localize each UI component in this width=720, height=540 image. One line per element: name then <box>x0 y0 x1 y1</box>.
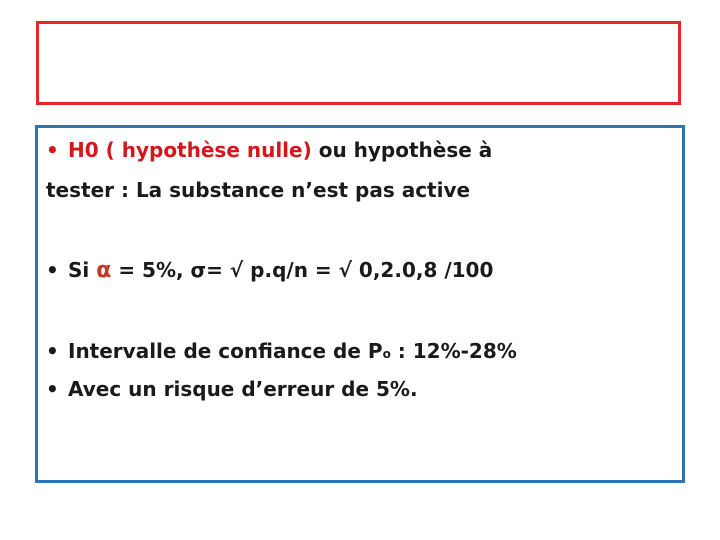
interval-rest: : 12%-28% <box>390 339 517 363</box>
bullet-marker: • <box>46 138 59 162</box>
bullet-line-interval <box>46 339 517 366</box>
interval-subscript: o <box>382 347 391 361</box>
bullet-marker: • <box>46 377 59 401</box>
bullet-line-risk <box>46 377 418 401</box>
risk-text: Avec un risque d’erreur de 5%. <box>68 377 418 401</box>
sigma-formula: = 5%, σ= √ p.q/n = √ 0,2.0,8 /100 <box>111 258 494 282</box>
h0-label: H0 ( hypothèse nulle) <box>68 138 312 162</box>
h0-continuation: tester : La substance n’est pas active <box>46 178 471 202</box>
title-placeholder-box <box>36 21 681 105</box>
bullet-marker: • <box>46 258 59 282</box>
alpha-prefix: Si <box>68 258 97 282</box>
bullet-line-alpha <box>46 258 493 283</box>
bullet-marker: • <box>46 339 59 363</box>
content-box <box>35 125 685 483</box>
bullet-line-h0 <box>46 138 492 162</box>
h0-rest: ou hypothèse à <box>311 138 493 162</box>
alpha-symbol: α <box>96 258 112 283</box>
interval-prefix: Intervalle de confiance de P <box>68 339 383 363</box>
